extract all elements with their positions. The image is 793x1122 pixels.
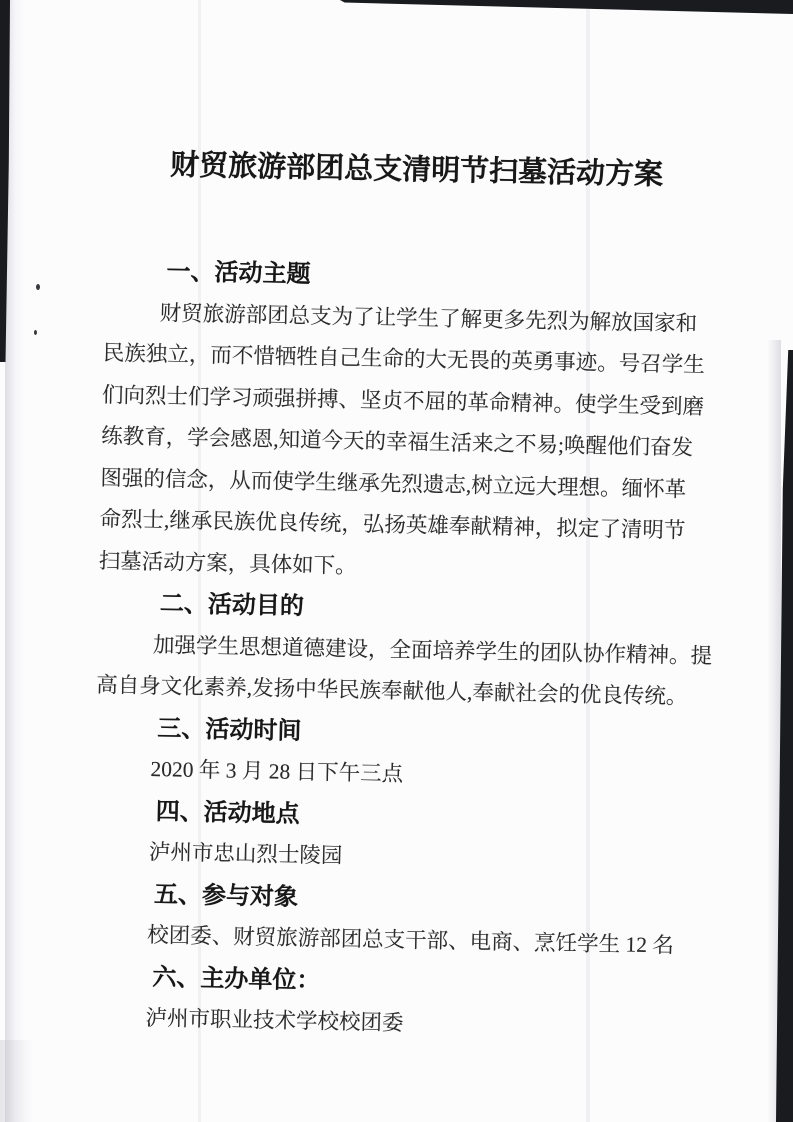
section-4-heading: 四、活动地点	[155, 796, 300, 828]
activity-time-line: 2020 年 3 月 28 日下午三点	[150, 756, 404, 787]
paragraph-line: 扫墓活动方案，具体如下。	[98, 548, 357, 578]
section-3-heading: 三、活动时间	[157, 713, 302, 745]
document-title: 财贸旅游部团总支清明节扫墓活动方案	[169, 147, 664, 192]
paragraph-line: 高自身文化素养,发扬中华民族奉献他人,奉献社会的优良传统。	[96, 672, 688, 709]
paragraph-line: 练教育，学会感恩,知道今天的幸福生活来之不易;唤醒他们奋发	[101, 423, 694, 460]
paragraph-line: 命烈士,继承民族优良传统，弘扬英雄奉献精神，拟定了清明节	[99, 506, 686, 543]
paragraph-line: 民族独立，而不惜牺牲自己生命的大无畏的英勇事迹。号召学生	[102, 340, 706, 378]
paragraph-line: 图强的信念，从而使学生继承先烈遗志,树立远大理想。缅怀革	[100, 465, 687, 502]
organizer-line: 泸州市职业技术学校校团委	[145, 1005, 404, 1036]
section-1-heading: 一、活动主题	[166, 257, 311, 289]
section-6-heading: 六、主办单位：	[152, 962, 321, 994]
paragraph-line: 们向烈士们学习顽强拼搏、坚贞不屈的革命精神。使学生受到磨	[101, 382, 705, 419]
paragraph-line: 财贸旅游部团总支为了让学生了解更多先烈为解放国家和	[159, 300, 698, 336]
section-2-heading: 二、活动目的	[159, 589, 305, 621]
activity-location-line: 泸州市忠山烈士陵园	[148, 839, 343, 868]
document-body	[89, 250, 755, 1051]
participants-line: 校团委、财贸旅游部团总支干部、电商、烹饪学生 12 名	[147, 922, 675, 958]
paragraph-line: 加强学生思想道德建设，全面培养学生的团队协作精神。提	[152, 632, 713, 668]
section-5-heading: 五、参与对象	[153, 879, 299, 911]
